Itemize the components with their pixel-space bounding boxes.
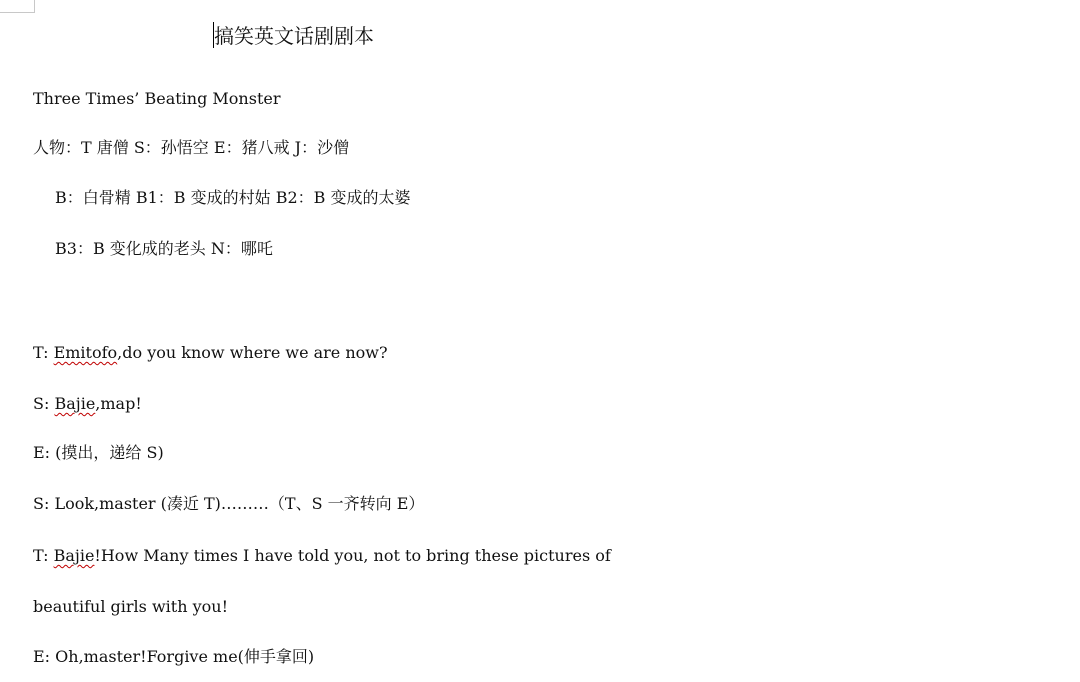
text-run: S:: [33, 394, 55, 413]
left-column-line[interactable]: [33, 89, 280, 109]
text-run: beautiful girls with you!: [33, 597, 228, 616]
spellcheck-flagged-word: Bajie: [54, 394, 96, 413]
text-run: T:: [33, 343, 54, 362]
text-run: 人物：T 唐僧 S：孙悟空 E：猪八戒 J：沙僧: [33, 138, 350, 157]
text-run: ,map!: [95, 394, 142, 413]
left-column-line[interactable]: [55, 188, 411, 208]
spellcheck-flagged-word: Bajie: [53, 546, 95, 565]
page-corner-mark: [0, 0, 35, 13]
left-column-line[interactable]: [33, 494, 424, 514]
left-column-line[interactable]: [55, 239, 273, 259]
text-run: E: (摸出，递给 S): [33, 443, 164, 462]
left-column-line[interactable]: [33, 443, 164, 463]
left-column-line[interactable]: [33, 546, 611, 566]
text-run: S: Look,master (凑近 T)………（T、S 一齐转向 E）: [33, 494, 425, 513]
left-column-line[interactable]: [33, 647, 314, 667]
text-run: B：白骨精 B1：B 变成的村姑 B2：B 变成的太婆: [55, 188, 411, 207]
spellcheck-flagged-word: Emitofo: [53, 343, 118, 362]
text-run: T:: [33, 546, 54, 565]
text-run: E: Oh,master!Forgive me(伸手拿回): [33, 647, 315, 666]
left-column-line[interactable]: [33, 138, 349, 158]
text-run: !How Many times I have told you, not to bring these pictures of: [94, 546, 611, 565]
left-column-line[interactable]: [33, 343, 388, 363]
left-column-line[interactable]: [33, 394, 142, 414]
text-run: B3：B 变化成的老头 N：哪吒: [55, 239, 273, 258]
text-run: Three Times’ Beating Monster: [33, 89, 281, 108]
text-run: ,do you know where we are now?: [117, 343, 388, 362]
document-title[interactable]: 搞笑英文话剧剧本: [214, 24, 374, 48]
left-column-line[interactable]: [33, 597, 228, 617]
